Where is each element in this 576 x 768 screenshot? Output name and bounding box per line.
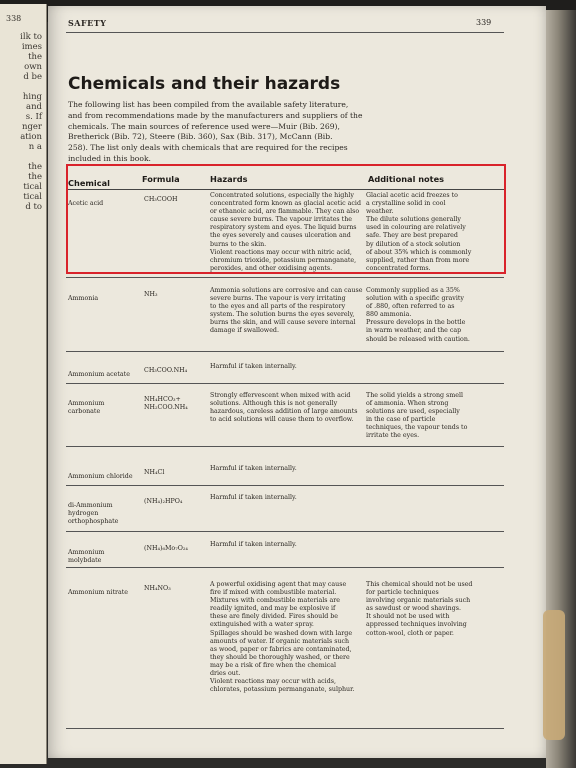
text-line: solutions. Although this is not generally — [210, 400, 338, 408]
hazards-text — [210, 287, 382, 336]
hazards-text — [210, 465, 382, 473]
text-line: burns the skin, and will cause severe internal — [210, 319, 356, 327]
left-page-fragment: n a — [28, 142, 42, 152]
column-header-formula: Formula — [142, 174, 180, 184]
chemical-name — [68, 549, 148, 565]
text-line: of ammonia. When strong — [366, 400, 449, 408]
text-line: Ammonia solutions are corrosive and can cause — [210, 287, 363, 294]
row-rule — [66, 383, 504, 384]
left-page-fragment: s. If — [25, 112, 42, 122]
text-line: Violent reactions may occur with acids, — [210, 678, 336, 686]
text-line: concentrated form known as glacial acetic acid — [210, 200, 361, 208]
text-line: Ammonium chloride — [68, 473, 133, 480]
text-line: Ammonium acetate — [68, 371, 130, 378]
text-line: hydrogen — [68, 510, 99, 518]
header-rule — [66, 32, 504, 33]
text-line: molybdate — [68, 557, 102, 565]
text-line: Spillages should be washed down with large — [210, 629, 353, 637]
row-rule — [66, 277, 504, 278]
text-line: chlorates, potassium permanganate, sulphur. — [210, 686, 355, 694]
text-line: orthophosphate — [68, 518, 119, 526]
text-line: fire if mixed with combustible material. — [210, 589, 337, 597]
text-line: in the case of particle — [366, 416, 436, 424]
chemical-name — [68, 473, 148, 481]
text-line: Harmful if taken internally. — [210, 363, 297, 370]
text-line: used in colouring are relatively — [366, 224, 466, 232]
left-page-fragment: tical — [23, 192, 42, 202]
chemical-formula: NH₄HCO₃+ NH₂COO.NH₄ — [144, 396, 188, 412]
text-line: readily ignited, and may be explosive if — [210, 605, 336, 613]
text-line: It should not be used with — [366, 613, 450, 621]
section-label: SAFETY — [68, 18, 107, 28]
hazards-text — [210, 363, 382, 371]
row-rule — [66, 531, 504, 532]
column-header-chemical: Chemical — [68, 178, 110, 188]
text-line: chromium trioxide, potassium permanganate, — [210, 256, 357, 264]
text-line: for particle techniques — [366, 589, 439, 597]
text-line: as wood, paper or fabrics are contaminated, — [210, 645, 352, 653]
text-line: Pressure develops in the bottle — [366, 319, 466, 327]
text-line: 880 ammonia. — [366, 311, 412, 319]
text-line: system. The solution burns the eyes severely, — [210, 311, 355, 319]
row-rule — [66, 485, 504, 486]
left-page-fragment: imes — [21, 42, 42, 52]
text-line: Acetic acid — [68, 200, 104, 207]
text-line: or ethanoic acid, are flammable. They can also — [210, 208, 360, 216]
text-line: as sawdust or wood shavings. — [366, 605, 461, 613]
text-line: Concentrated solutions, especially the highly — [210, 192, 354, 199]
chemical-name — [68, 400, 148, 416]
text-line: may be a risk of fire when the chemical — [210, 661, 337, 669]
text-line: solution with a specific gravity — [366, 295, 464, 303]
text-line: involving organic materials such — [366, 597, 471, 605]
text-line: Ammonium — [68, 400, 105, 407]
hazards-text — [210, 494, 382, 502]
chemical-formula: (NH₄)₆Mo₇O₂₄ — [144, 545, 188, 552]
text-line: The solid yields a strong smell — [366, 392, 464, 399]
text-line: burns to the skin. — [210, 240, 267, 248]
left-page-number: 338 — [6, 14, 22, 23]
document-page — [48, 6, 546, 758]
intro-line: Bretherick (Bib. 72), Steere (Bib. 360), Sax (Bib. 317), McCann (Bib. — [68, 132, 333, 142]
left-page-fragment: hing — [22, 92, 42, 102]
text-line: appressed techniques involving — [366, 621, 467, 629]
page-clip — [543, 610, 565, 740]
text-line: peroxides, and other oxidising agents. — [210, 264, 333, 272]
hazards-text — [210, 581, 382, 694]
additional-notes — [366, 287, 500, 344]
intro-line: chemicals. The main sources of reference used were—Muir (Bib. 269), — [68, 121, 340, 131]
text-line: hazardous, careless addition of large amounts — [210, 408, 358, 416]
text-line: these are finely divided. Fires should be — [210, 613, 339, 621]
row-rule — [66, 446, 504, 447]
column-header-hazards: Hazards — [210, 174, 248, 184]
text-line: dries out. — [210, 670, 241, 678]
text-line: This chemical should not be used — [366, 581, 473, 588]
hazards-text — [210, 392, 382, 424]
intro-paragraph — [68, 100, 364, 165]
left-page-fragment: own — [24, 62, 42, 72]
text-line: Harmful if taken internally. — [210, 541, 297, 548]
text-line: amounts of water. If organic materials such — [210, 637, 350, 645]
intro-line: The following list has been compiled from the available safety literature, — [68, 100, 349, 109]
text-line: safe. They are best prepared — [366, 232, 458, 240]
text-line: techniques, the vapour tends to — [366, 424, 468, 432]
text-line: of about 35% which is commonly — [366, 248, 472, 256]
highlight-box — [66, 164, 506, 274]
text-line: irritate the eyes. — [366, 432, 420, 440]
intro-line: 258). The list only deals with chemicals that are required for the recipes — [68, 143, 348, 153]
left-page-fragment: ilk to — [20, 32, 42, 42]
hazards-text — [210, 541, 382, 549]
text-line: to acid solutions will cause them to overflow. — [210, 416, 354, 424]
page-number: 339 — [476, 18, 492, 27]
text-line: damage if swallowed. — [210, 327, 279, 335]
text-line: Violent reactions may occur with nitric acid, — [210, 248, 352, 256]
left-page-fragment: nger — [21, 122, 42, 132]
text-line: The dilute solutions generally — [366, 216, 461, 224]
text-line: concentrated forms. — [366, 264, 431, 272]
page-title: Chemicals and their hazards — [68, 74, 341, 94]
left-page-fragment: and — [26, 102, 42, 112]
text-line: respiratory system and eyes. The liquid burns — [210, 224, 357, 232]
chemical-formula: CH₃COO.NH₄ — [144, 367, 188, 374]
row-rule — [66, 351, 504, 352]
text-line: by dilution of a stock solution — [366, 240, 461, 248]
text-line: the eyes severely and causes ulceration and — [210, 232, 351, 240]
text-line: to the eyes and all parts of the respiratory — [210, 303, 346, 311]
additional-notes — [366, 392, 500, 441]
text-line: extinguished with a water spray. — [210, 621, 314, 629]
chemical-name — [68, 295, 148, 303]
text-line: Commonly supplied as a 35% — [366, 287, 460, 294]
chemical-formula: NH₄NO₃ — [144, 585, 171, 592]
text-line: supplied, rather than from more — [366, 256, 470, 264]
text-line: cotton-wool, cloth or paper. — [366, 629, 454, 637]
text-line: a crystalline solid in cool — [366, 200, 446, 208]
text-line: solutions are used, especially — [366, 408, 460, 416]
text-line: Harmful if taken internally. — [210, 494, 297, 501]
text-line: of .880, often referred to as — [366, 303, 455, 311]
text-line: Strongly effervescent when mixed with acid — [210, 392, 351, 399]
intro-line: included in this book. — [68, 153, 151, 163]
chemical-formula: CH₃COOH — [144, 196, 178, 203]
left-page-fragment: the — [28, 162, 42, 172]
row-rule — [66, 728, 504, 729]
left-page-fragment: d to — [25, 202, 42, 212]
text-line: weather. — [366, 208, 394, 216]
text-line: Glacial acetic acid freezes to — [366, 192, 458, 199]
chemical-formula: (NH₄)₂HPO₄ — [144, 498, 183, 505]
text-line: carbonate — [68, 408, 101, 416]
text-line: Ammonium — [68, 549, 105, 556]
row-rule — [66, 567, 504, 568]
left-page-fragment: d be — [23, 72, 42, 82]
text-line: in warm weather, and the cap — [366, 327, 462, 335]
text-line: Mixtures with combustible materials are — [210, 597, 340, 605]
chemical-name — [68, 502, 148, 526]
chemical-formula: NH₃ — [144, 291, 158, 298]
chemical-name — [68, 371, 148, 379]
text-line: Ammonia — [68, 295, 99, 302]
text-line: should be released with caution. — [366, 335, 470, 343]
additional-notes — [366, 581, 500, 638]
left-page-fragment: ation — [20, 132, 42, 142]
column-header-notes: Additional notes — [368, 174, 445, 184]
text-line: they should be thoroughly washed, or there — [210, 653, 350, 661]
intro-line: and from recommendations made by the manufacturers and suppliers of the — [68, 110, 363, 120]
text-line: Harmful if taken internally. — [210, 465, 297, 472]
left-page-fragment: the — [28, 172, 42, 182]
left-page-fragment: tical — [23, 182, 42, 192]
chemical-formula: NH₄Cl — [144, 469, 165, 476]
text-line: Ammonium nitrate — [68, 589, 128, 596]
left-page — [0, 4, 47, 764]
text-line: A powerful oxidising agent that may cause — [210, 581, 347, 588]
text-line: cause severe burns. The vapour irritates the — [210, 216, 352, 224]
text-line: severe burns. The vapour is very irritating — [210, 295, 346, 303]
text-line: di-Ammonium — [68, 502, 113, 509]
chemical-name — [68, 589, 148, 597]
left-page-fragment: the — [28, 52, 42, 62]
